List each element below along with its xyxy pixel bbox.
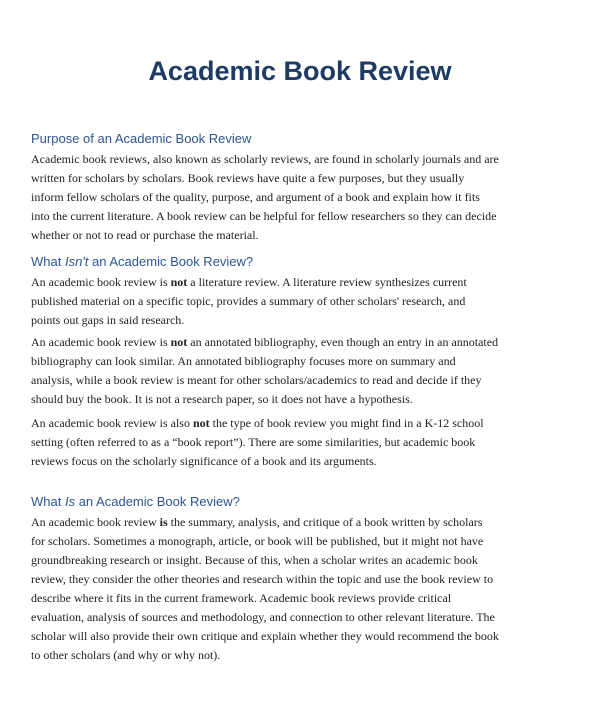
document-title: Academic Book Review	[148, 56, 452, 86]
text-line: written for scholars by scholars. Book reviews have quite a few purposes, but they usually	[31, 171, 465, 185]
text-line: analysis, while a book review is meant for other scholars/academics to read and decide if they	[31, 373, 482, 387]
text-line: Academic book reviews, also known as scholarly reviews, are found in scholarly journals and are	[31, 152, 499, 166]
text-line: groundbreaking research or insight. Because of this, when a scholar writes an academic book	[31, 553, 478, 567]
text-line: An academic book review is also not the type of book review you might find in a K-12 school	[31, 416, 484, 430]
text-line: review, they consider the other theories and research within the topic and use the book review to	[31, 572, 494, 586]
text-line: to other scholars (and why or why not).	[31, 648, 221, 662]
text-line: setting (often referred to as a “book report”). There are some similarities, but academic book	[31, 435, 476, 449]
section-heading-what-is: What Is an Academic Book Review?	[31, 494, 240, 509]
section-heading-purpose: Purpose of an Academic Book Review	[31, 131, 252, 146]
paragraph-not-book-report	[31, 414, 575, 471]
text-line: inform fellow scholars of the quality, purpose, and argument of a book and explain how it fits	[31, 190, 480, 204]
text-line: published material on a specific topic, provides a summary of other scholars' research, and	[31, 294, 466, 308]
paragraph-not-annotated-bibliography	[31, 333, 575, 409]
text-line: describe where it fits in the current framework. Academic book reviews provide critical	[31, 591, 452, 605]
text-line: for scholars. Sometimes a monograph, article, or book will be published, but it might not have	[31, 534, 484, 548]
text-line: into the current literature. A book review can be helpful for fellow researchers so they can decide	[31, 209, 497, 223]
text-line: points out gaps in said research.	[31, 313, 185, 327]
text-line: reviews focus on the scholarly significance of a book and its arguments.	[31, 454, 377, 468]
paragraph-not-literature-review	[31, 273, 575, 330]
text-line: scholar will also provide their own critique and explain whether they would recommend the book	[31, 629, 499, 643]
text-line: An academic book review is not an annotated bibliography, even though an entry in an annotated	[31, 335, 499, 349]
text-line: An academic book review is not a literature review. A literature review synthesizes current	[31, 275, 467, 289]
text-line: An academic book review is the summary, analysis, and critique of a book written by scholars	[31, 515, 483, 529]
paragraph-definition	[31, 513, 575, 665]
text-line: evaluation, analysis of sources and methodology, and connection to other relevant literature. The	[31, 610, 495, 624]
text-line: should buy the book. It is not a research paper, so it does not have a hypothesis.	[31, 392, 413, 406]
paragraph-purpose	[31, 150, 575, 245]
text-line: bibliography can look similar. An annotated bibliography focuses more on summary and	[31, 354, 456, 368]
section-heading-what-isnt: What Isn't an Academic Book Review?	[31, 254, 254, 269]
text-line: whether or not to read or purchase the material.	[31, 228, 259, 242]
